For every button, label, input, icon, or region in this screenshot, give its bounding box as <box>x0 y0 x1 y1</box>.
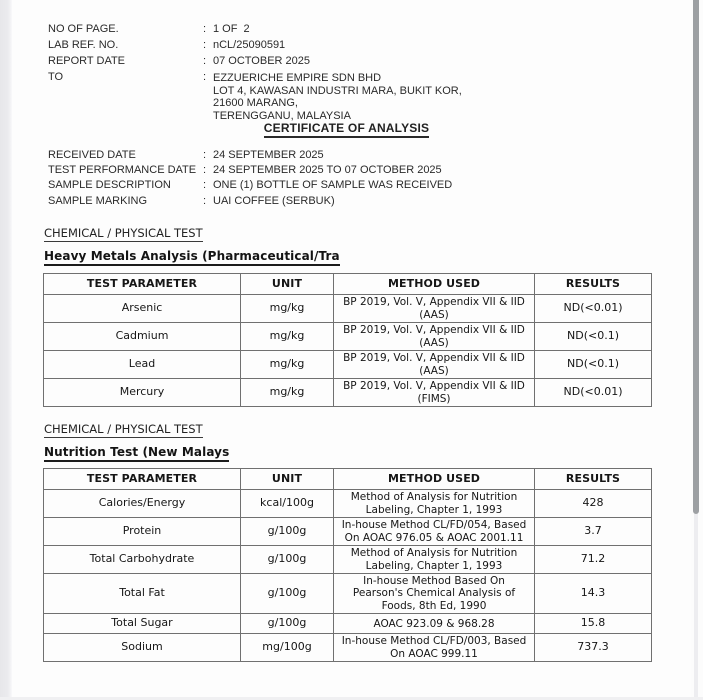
table-cell: 737.3 <box>535 634 652 662</box>
column-header: METHOD USED <box>334 274 535 295</box>
info-row-sample-description <box>48 178 452 193</box>
table-cell: 3.7 <box>535 518 652 546</box>
method-line: In-house Method CL/FD/003, Based <box>341 635 527 648</box>
table-cell: g/100g <box>241 546 334 574</box>
table-cell <box>334 614 535 634</box>
method-line: (AAS) <box>419 336 449 349</box>
colon: : <box>203 55 207 67</box>
field-label: NO OF PAGE. <box>48 23 119 35</box>
column-header: METHOD USED <box>334 469 535 490</box>
method-line: BP 2019, Vol. V, Appendix VII & IID <box>343 380 525 393</box>
method-line: (AAS) <box>419 308 449 321</box>
method-line: Method of Analysis for Nutrition <box>350 491 518 504</box>
table-cell: Mercury <box>44 379 241 407</box>
table-cell: Lead <box>44 351 241 379</box>
colon: : <box>203 23 207 35</box>
column-header: TEST PARAMETER <box>44 274 241 295</box>
table-cell: mg/kg <box>241 295 334 323</box>
table-cell: g/100g <box>241 518 334 546</box>
column-header: TEST PARAMETER <box>44 469 241 490</box>
table-row <box>44 490 652 518</box>
table-cell: Sodium <box>44 634 241 662</box>
document-title <box>43 121 650 135</box>
table-cell <box>334 490 535 518</box>
scrollbar-track[interactable] <box>694 514 698 700</box>
table-row <box>44 518 652 546</box>
table-cell: mg/kg <box>241 323 334 351</box>
table-cell: Arsenic <box>44 295 241 323</box>
colon: : <box>203 71 207 83</box>
field-label: TEST PERFORMANCE DATE <box>48 164 197 177</box>
scrollbar-thumb[interactable] <box>693 0 699 514</box>
report-meta-block <box>48 21 462 122</box>
method-line: BP 2019, Vol. V, Appendix VII & IID <box>343 296 525 309</box>
table-cell: Cadmium <box>44 323 241 351</box>
sample-info-block <box>48 148 452 209</box>
field-label: SAMPLE MARKING <box>48 194 148 207</box>
address-line: 21600 MARANG, <box>213 97 298 110</box>
field-label: REPORT DATE <box>48 55 126 67</box>
table-header-row <box>44 274 652 295</box>
table-cell: g/100g <box>241 614 334 634</box>
column-header: UNIT <box>241 469 334 490</box>
table-cell <box>334 295 535 323</box>
section-heading-heavy-metals <box>44 249 340 263</box>
table-cell: 15.8 <box>535 614 652 634</box>
table-cell: 71.2 <box>535 546 652 574</box>
table-cell: Total Fat <box>44 574 241 614</box>
method-line: Foods, 8th Ed, 1990 <box>381 599 487 612</box>
table-cell <box>334 574 535 614</box>
heavy-metals-table <box>43 273 652 407</box>
field-value: 1 OF 2 <box>213 23 250 35</box>
table-cell <box>334 351 535 379</box>
method-line: Method of Analysis for Nutrition <box>350 547 518 560</box>
document-title-text: CERTIFICATE OF ANALYSIS <box>264 121 430 138</box>
section-category-text: CHEMICAL / PHYSICAL TEST <box>44 422 203 436</box>
section-heading-text: Nutrition Test (New Malays <box>44 445 229 462</box>
table-cell <box>334 518 535 546</box>
table-cell: Protein <box>44 518 241 546</box>
colon: : <box>203 194 207 207</box>
table-row <box>44 634 652 662</box>
section-category-chemical-physical-2 <box>44 422 203 436</box>
table-cell: mg/kg <box>241 379 334 407</box>
field-value: ONE (1) BOTTLE OF SAMPLE WAS RECEIVED <box>213 179 453 192</box>
viewer-left-edge <box>0 0 12 700</box>
column-header: RESULTS <box>535 274 652 295</box>
table-cell: 428 <box>535 490 652 518</box>
field-value: 24 SEPTEMBER 2025 <box>213 149 324 161</box>
field-value: 07 OCTOBER 2025 <box>213 55 311 67</box>
table-row <box>44 379 652 407</box>
table-cell: 14.3 <box>535 574 652 614</box>
table-cell: kcal/100g <box>241 490 334 518</box>
table-row <box>44 614 652 634</box>
method-line: BP 2019, Vol. V, Appendix VII & IID <box>343 352 525 365</box>
table-cell: g/100g <box>241 574 334 614</box>
scrollbar[interactable] <box>691 0 703 700</box>
method-line: (FIMS) <box>417 392 451 405</box>
table-cell: ND(<0.1) <box>535 351 652 379</box>
info-row-received-date <box>48 148 452 163</box>
method-line: In-house Method Based On <box>363 575 505 587</box>
field-value: 24 SEPTEMBER 2025 TO 07 OCTOBER 2025 <box>213 164 442 177</box>
method-line: Labeling, Chapter 1, 1993 <box>365 559 503 572</box>
column-header: RESULTS <box>535 469 652 490</box>
table-cell: ND(<0.01) <box>535 295 652 323</box>
info-row-test-performance-date <box>48 163 452 178</box>
section-heading-text: Heavy Metals Analysis (Pharmaceutical/Tra <box>44 249 340 266</box>
method-line: (AAS) <box>419 364 449 377</box>
table-row <box>44 295 652 323</box>
meta-row-report-date <box>48 53 462 69</box>
table-header-row <box>44 469 652 490</box>
field-label: RECEIVED DATE <box>48 149 136 161</box>
table-cell: ND(<0.01) <box>535 379 652 407</box>
colon: : <box>203 164 207 177</box>
method-line: AOAC 923.09 & 968.28 <box>373 617 495 630</box>
address-line: LOT 4, KAWASAN INDUSTRI MARA, BUKIT KOR, <box>213 84 462 97</box>
field-value: UAI COFFEE (SERBUK) <box>213 194 335 207</box>
table-cell <box>334 546 535 574</box>
table-row <box>44 574 652 614</box>
document-page <box>13 0 691 700</box>
method-line: In-house Method CL/FD/054, Based <box>341 519 527 532</box>
recipient-address <box>213 69 462 122</box>
table-row <box>44 546 652 574</box>
table-cell <box>334 379 535 407</box>
table-cell: ND(<0.1) <box>535 323 652 351</box>
table-cell: Total Sugar <box>44 614 241 634</box>
method-line: Pearson's Chemical Analysis of <box>352 587 516 600</box>
method-line: On AOAC 976.05 & AOAC 2001.11 <box>344 531 524 544</box>
field-label: LAB REF. NO. <box>48 39 119 51</box>
method-line: Labeling, Chapter 1, 1993 <box>365 503 503 516</box>
field-value: nCL/25090591 <box>213 39 286 51</box>
table-cell: Calories/Energy <box>44 490 241 518</box>
field-label: TO <box>48 71 64 83</box>
table-row <box>44 351 652 379</box>
meta-row-lab-ref <box>48 37 462 53</box>
column-header: UNIT <box>241 274 334 295</box>
method-line: BP 2019, Vol. V, Appendix VII & IID <box>343 324 525 337</box>
table-cell: mg/kg <box>241 351 334 379</box>
section-heading-nutrition-test <box>44 445 229 459</box>
colon: : <box>203 179 207 192</box>
section-category-chemical-physical-1 <box>44 226 203 240</box>
table-cell <box>334 323 535 351</box>
table-cell: mg/100g <box>241 634 334 662</box>
table-cell: Total Carbohydrate <box>44 546 241 574</box>
method-line: On AOAC 999.11 <box>390 647 478 660</box>
meta-row-to-address <box>48 69 462 122</box>
nutrition-table <box>43 468 652 662</box>
colon: : <box>203 149 207 161</box>
colon: : <box>203 39 207 51</box>
table-cell <box>334 634 535 662</box>
meta-row-no-of-page <box>48 21 462 37</box>
field-label: SAMPLE DESCRIPTION <box>48 179 171 192</box>
address-line: EZZUERICHE EMPIRE SDN BHD <box>213 71 382 84</box>
table-row <box>44 323 652 351</box>
section-category-text: CHEMICAL / PHYSICAL TEST <box>44 226 203 240</box>
address-line: TERENGGANU, MALAYSIA <box>213 109 351 122</box>
info-row-sample-marking <box>48 194 452 209</box>
